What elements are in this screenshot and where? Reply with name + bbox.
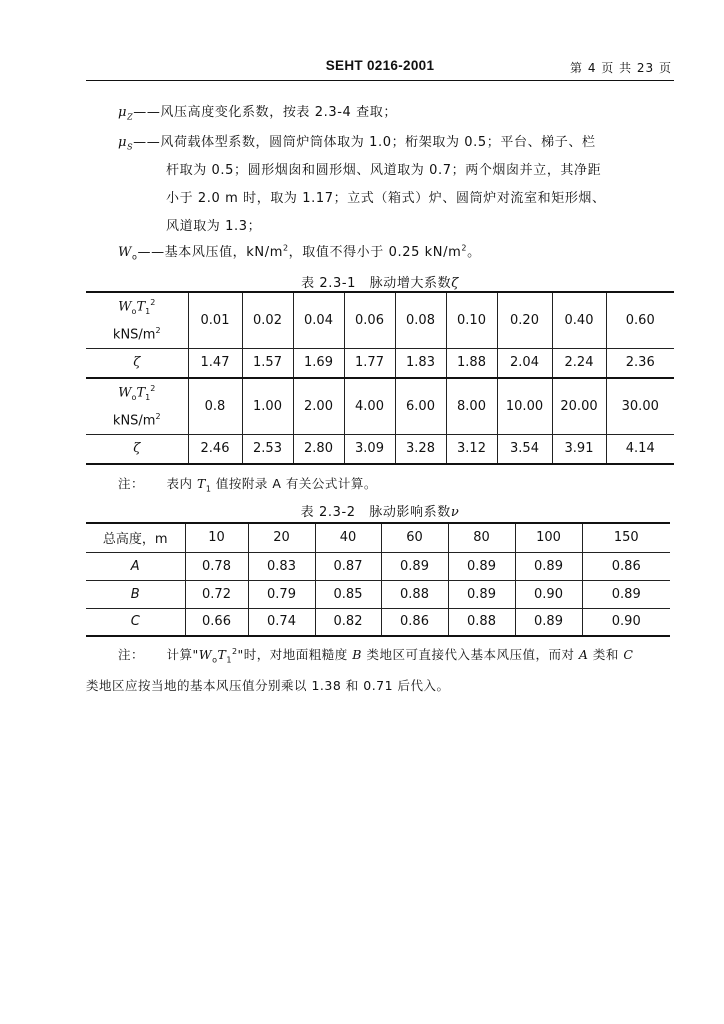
unit-exponent: 2 [155,411,161,421]
table-header-cell: 80 [448,523,515,552]
table-cell: 2.80 [293,434,344,464]
row-header-zeta [86,348,188,378]
table-cell: 0.83 [248,552,315,580]
table-cell: 0.66 [185,608,248,636]
table-cell: 0.89 [515,608,582,636]
table-cell: 1.88 [446,348,497,378]
t-exponent: 2 [231,646,238,656]
table-cell: 0.79 [248,580,315,608]
table-cell: 0.82 [315,608,381,636]
table-cell: 3.28 [395,434,446,464]
note-text-cont: 值按附录 A 有关公式计算。 [211,476,377,491]
unit-label: kNS/m [112,326,156,342]
table-cell: 2.00 [293,378,344,434]
table-cell: 0.89 [381,552,448,580]
mu-subscript: Z [127,112,134,122]
table-row [86,580,670,608]
table-row [86,608,670,636]
table-cell: 30.00 [606,378,674,434]
class-c-symbol: C [623,647,634,662]
definition-text: ——基本风压值，kN/m [137,245,283,260]
table-cell: 0.04 [293,292,344,348]
w-symbol: W [118,245,132,260]
table-cell: 2.04 [497,348,552,378]
table-cell: 0.88 [448,608,515,636]
row-label: A [86,552,185,580]
nu-symbol: ν [450,505,460,520]
definition-mu-s-line3: 小于 2.0 m 时，取为 1.17；立式（箱式）炉、圆筒炉对流室和矩形烟、 [166,191,606,206]
table-cell: 0.87 [315,552,381,580]
mu-symbol: μ [118,105,128,120]
row-header-wt [86,292,188,348]
table-cell: 0.60 [606,292,674,348]
note-text: 表内 [166,476,197,491]
class-b-symbol: B [352,647,362,662]
table-cell: 3.54 [497,434,552,464]
table-pulse-influence [86,522,670,637]
note-text: 计算" [166,647,199,662]
definition-text-end: 。 [467,245,481,260]
table-cell: 2.36 [606,348,674,378]
table-cell: 0.10 [446,292,497,348]
note-table1 [118,474,377,494]
table-row [86,292,674,348]
definition-mu-s-line2: 杆取为 0.5；圆形烟囱和圆形烟、风道取为 0.7；两个烟囱并立，其净距 [166,163,602,178]
table-cell: 0.02 [242,292,293,348]
table-cell: 10.00 [497,378,552,434]
t-subscript: 1 [205,484,212,494]
w-subscript: o [131,306,137,316]
table-cell: 20.00 [552,378,606,434]
unit-exponent: 2 [155,325,161,335]
table-cell: 0.86 [381,608,448,636]
w-subscript: o [131,392,137,402]
note-text-cont: 类地区可直接代入基本风压值，而对 [361,647,579,662]
row-header-zeta [86,434,188,464]
note-text-cont: 类和 [588,647,624,662]
w-symbol: W [118,384,132,400]
page-header [86,56,674,81]
w-subscript: o [131,252,138,262]
row-label: C [86,608,185,636]
row-header-wt [86,378,188,434]
unit-exponent: 2 [461,243,468,253]
table-row [86,348,674,378]
table-cell: 0.89 [448,580,515,608]
t-subscript: 1 [226,655,232,665]
mu-symbol: μ [118,135,128,150]
caption-text: 表 2.3-1 脉动增大系数 [301,276,452,291]
zeta-symbol: ζ [133,441,141,457]
t-exponent: 2 [150,383,156,393]
definition-mu-s-line4: 风道取为 1.3； [166,219,262,234]
table-cell: 4.14 [606,434,674,464]
table-cell: 8.00 [446,378,497,434]
note-label: 注： [118,476,145,491]
table-header-cell: 10 [185,523,248,552]
table-cell: 0.40 [552,292,606,348]
table-header-cell: 100 [515,523,582,552]
table-cell: 0.89 [582,580,670,608]
table-cell: 0.06 [344,292,395,348]
table-cell: 0.01 [188,292,242,348]
table-cell: 3.09 [344,434,395,464]
table-cell: 1.83 [395,348,446,378]
table-header-cell: 20 [248,523,315,552]
note-table2 [118,645,633,665]
table-cell: 4.00 [344,378,395,434]
table-row [86,552,670,580]
table-header-cell: 40 [315,523,381,552]
t-symbol: T [196,476,206,491]
table-cell: 0.78 [185,552,248,580]
table-cell: 3.91 [552,434,606,464]
unit-exponent: 2 [282,243,289,253]
table-cell: 0.8 [188,378,242,434]
table-cell: 1.77 [344,348,395,378]
table-cell: 0.89 [515,552,582,580]
table-cell: 1.57 [242,348,293,378]
table-cell: 0.86 [582,552,670,580]
w-symbol: W [118,298,132,314]
table-row [86,523,670,552]
definition-w0 [118,241,481,262]
table-cell: 1.69 [293,348,344,378]
definition-text-cont: ，取值不得小于 0.25 kN/m [288,245,462,260]
table-cell: 0.89 [448,552,515,580]
definition-text: ——风压高度变化系数，按表 2.3-4 查取； [133,105,397,120]
unit-label: kNS/m [112,412,156,428]
table-cell: 0.90 [515,580,582,608]
definition-mu-s [118,131,596,152]
note-label: 注： [118,647,145,662]
table-cell: 0.20 [497,292,552,348]
t-subscript: 1 [145,392,151,402]
w-symbol: W [198,647,213,662]
table-cell: 0.72 [185,580,248,608]
table-header-cell: 150 [582,523,670,552]
w-subscript: o [212,655,218,665]
class-a-symbol: A [578,647,589,662]
note-text-cont: "时，对地面粗糙度 [237,647,353,662]
table-cell: 6.00 [395,378,446,434]
column-header-height: 总高度，m [86,523,185,552]
table-cell: 0.85 [315,580,381,608]
table-cell: 2.46 [188,434,242,464]
page-number: 第 4 页 共 23 页 [570,61,672,75]
document-code: SEHT 0216-2001 [325,58,435,73]
table-cell: 0.74 [248,608,315,636]
note-table2-line2: 类地区应按当地的基本风压值分别乘以 1.38 和 0.71 后代入。 [86,678,450,693]
t-subscript: 1 [145,306,151,316]
table-row [86,378,674,434]
table-row [86,434,674,464]
zeta-symbol: ζ [451,276,459,291]
table2-caption [86,501,674,520]
table-header-cell: 60 [381,523,448,552]
table-cell: 0.88 [381,580,448,608]
t-symbol: T [136,298,146,314]
definition-text: ——风荷载体型系数，圆筒炉筒体取为 1.0；桁架取为 0.5；平台、梯子、栏 [133,135,596,150]
table-cell: 0.90 [582,608,670,636]
table1-caption [86,272,674,291]
table-cell: 1.47 [188,348,242,378]
table-pulse-amplification [86,291,674,465]
t-symbol: T [217,647,227,662]
t-exponent: 2 [150,297,156,307]
t-symbol: T [136,384,146,400]
row-label: B [86,580,185,608]
table-cell: 2.53 [242,434,293,464]
mu-subscript: S [127,142,134,152]
table-cell: 1.00 [242,378,293,434]
zeta-symbol: ζ [133,355,141,371]
caption-text: 表 2.3-2 脉动影响系数 [300,505,451,520]
definition-mu-z [118,101,397,122]
table-cell: 3.12 [446,434,497,464]
table-cell: 2.24 [552,348,606,378]
table-cell: 0.08 [395,292,446,348]
